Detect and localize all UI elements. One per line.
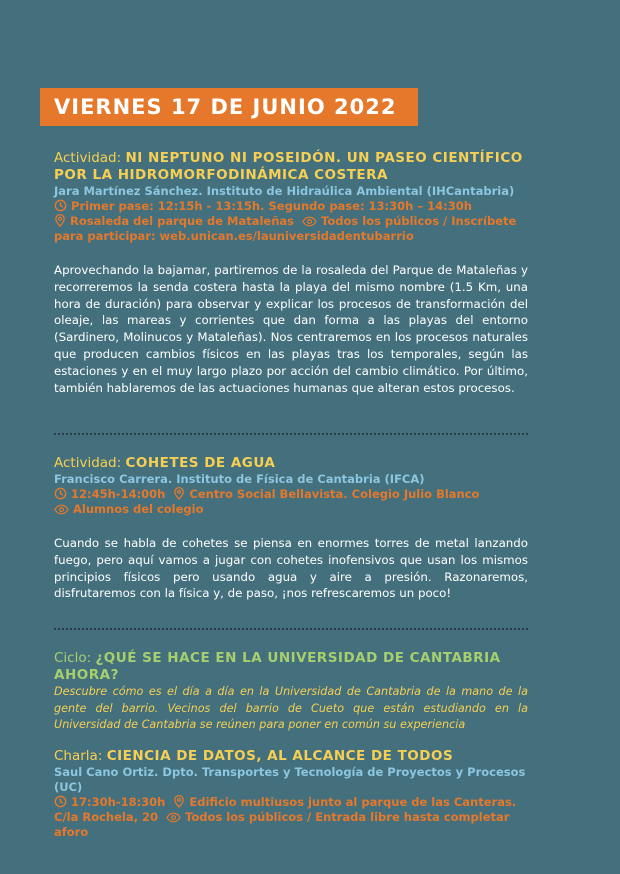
ciclo-label: Ciclo:: [54, 650, 92, 666]
event-title: [54, 150, 528, 184]
event-time-text: 12:45h-14:00h: [71, 487, 166, 501]
eye-icon: [54, 502, 69, 517]
event-place: Centro Social Bellavista. Colegio Julio Blanco: [189, 487, 480, 501]
clock-icon: [54, 487, 67, 502]
event-time-text: Primer pase: 12:15h - 13:15h. Segundo pase: 13:30h – 14:30h: [71, 199, 472, 213]
clock-icon: [54, 795, 67, 810]
event-title-text: NI NEPTUNO NI POSEIDÓN. UN PASEO CIENTÍFICO POR LA HIDROMORFODINÁMICA COSTERA: [54, 150, 523, 183]
charla-audience: Todos los públicos / Entrada libre hasta completar aforo: [54, 810, 510, 839]
section-divider: [54, 628, 528, 630]
event-place: Rosaleda del parque de Mataleñas: [70, 214, 295, 228]
location-pin-icon: [173, 795, 185, 810]
event-description: Cuando se habla de cohetes se piensa en enormes torres de metal lanzando fuego, pero aquí vamos a jugar con cohetes inofensivos que usan los mismos principios físicos pero usando agua y aire a presión. Razonaremos, disfrutaremos con la física y, de paso, ¡nos refrescaremos un poco!: [54, 536, 528, 601]
event-time: [54, 199, 528, 214]
charla-place: Edificio multiusos junto al parque de las Canteras. C/la Rochela, 20: [54, 795, 517, 824]
event-title: [54, 455, 528, 472]
eye-icon: [166, 810, 181, 825]
charla-label: Charla:: [54, 748, 103, 764]
event-neptuno: [54, 150, 528, 396]
event-audience-line: [54, 502, 528, 517]
charla-block: [54, 748, 528, 840]
event-time-place: [54, 487, 528, 502]
ciclo-title-text: ¿QUÉ SE HACE EN LA UNIVERSIDAD DE CANTABRIA AHORA?: [54, 650, 501, 683]
event-description: Aprovechando la bajamar, partiremos de la rosaleda del Parque de Mataleñas y recorreremos la senda costera hasta la playa del mismo nombre (1.5 Km, una hora de duración) para observar y explicar los procesos de transformación del oleaje, las mareas y corrientes que dan forma a las playas del entorno (Sardinero, Molinucos y Mataleñas). Nos centraremos en los procesos naturales que producen cambios físicos en las playas tras los temporales, según las estaciones y en el muy largo plazo por acción del cambio climático. Por último, también hablaremos de las actuaciones humanas que alteran estos procesos.: [54, 263, 528, 395]
event-author: Francisco Carrera. Instituto de Física de Cantabria (IFCA): [54, 472, 425, 486]
location-pin-icon: [173, 487, 185, 502]
event-audience: Todos los públicos / Inscríbete para participar: web.unican.es/launiversidadentubarrio: [54, 214, 517, 243]
section-divider: [54, 433, 528, 435]
charla-author: Saul Cano Ortiz. Dpto. Transportes y Tecnología de Proyectos y Procesos (UC): [54, 765, 526, 794]
ciclo-block: [54, 650, 528, 734]
charla-title-text: CIENCIA DE DATOS, AL ALCANCE DE TODOS: [106, 748, 454, 764]
event-label: Actividad:: [54, 455, 122, 471]
event-audience: Alumnos del colegio: [73, 502, 204, 516]
clock-icon: [54, 199, 67, 214]
charla-title: [54, 748, 528, 765]
date-banner: VIERNES 17 DE JUNIO 2022: [40, 88, 418, 126]
ciclo-title: [54, 650, 528, 684]
event-cohetes: [54, 455, 528, 602]
charla-details: [54, 795, 528, 840]
event-title-text: COHETES DE AGUA: [125, 455, 276, 471]
event-place-audience: [54, 214, 528, 244]
event-author: Jara Martínez Sánchez. Instituto de Hidraúlica Ambiental (IHCantabria): [54, 184, 515, 198]
event-label: Actividad:: [54, 150, 122, 166]
location-pin-icon: [54, 214, 66, 229]
charla-time: 17:30h-18:30h: [71, 795, 166, 809]
ciclo-description: Descubre cómo es el día a día en la Universidad de Cantabria de la mano de la gente del barrio. Vecinos del barrio de Cueto que están estudiando en la Universidad de Cantabria se reúnen para poner en común su experiencia: [54, 685, 528, 731]
eye-icon: [302, 214, 317, 229]
